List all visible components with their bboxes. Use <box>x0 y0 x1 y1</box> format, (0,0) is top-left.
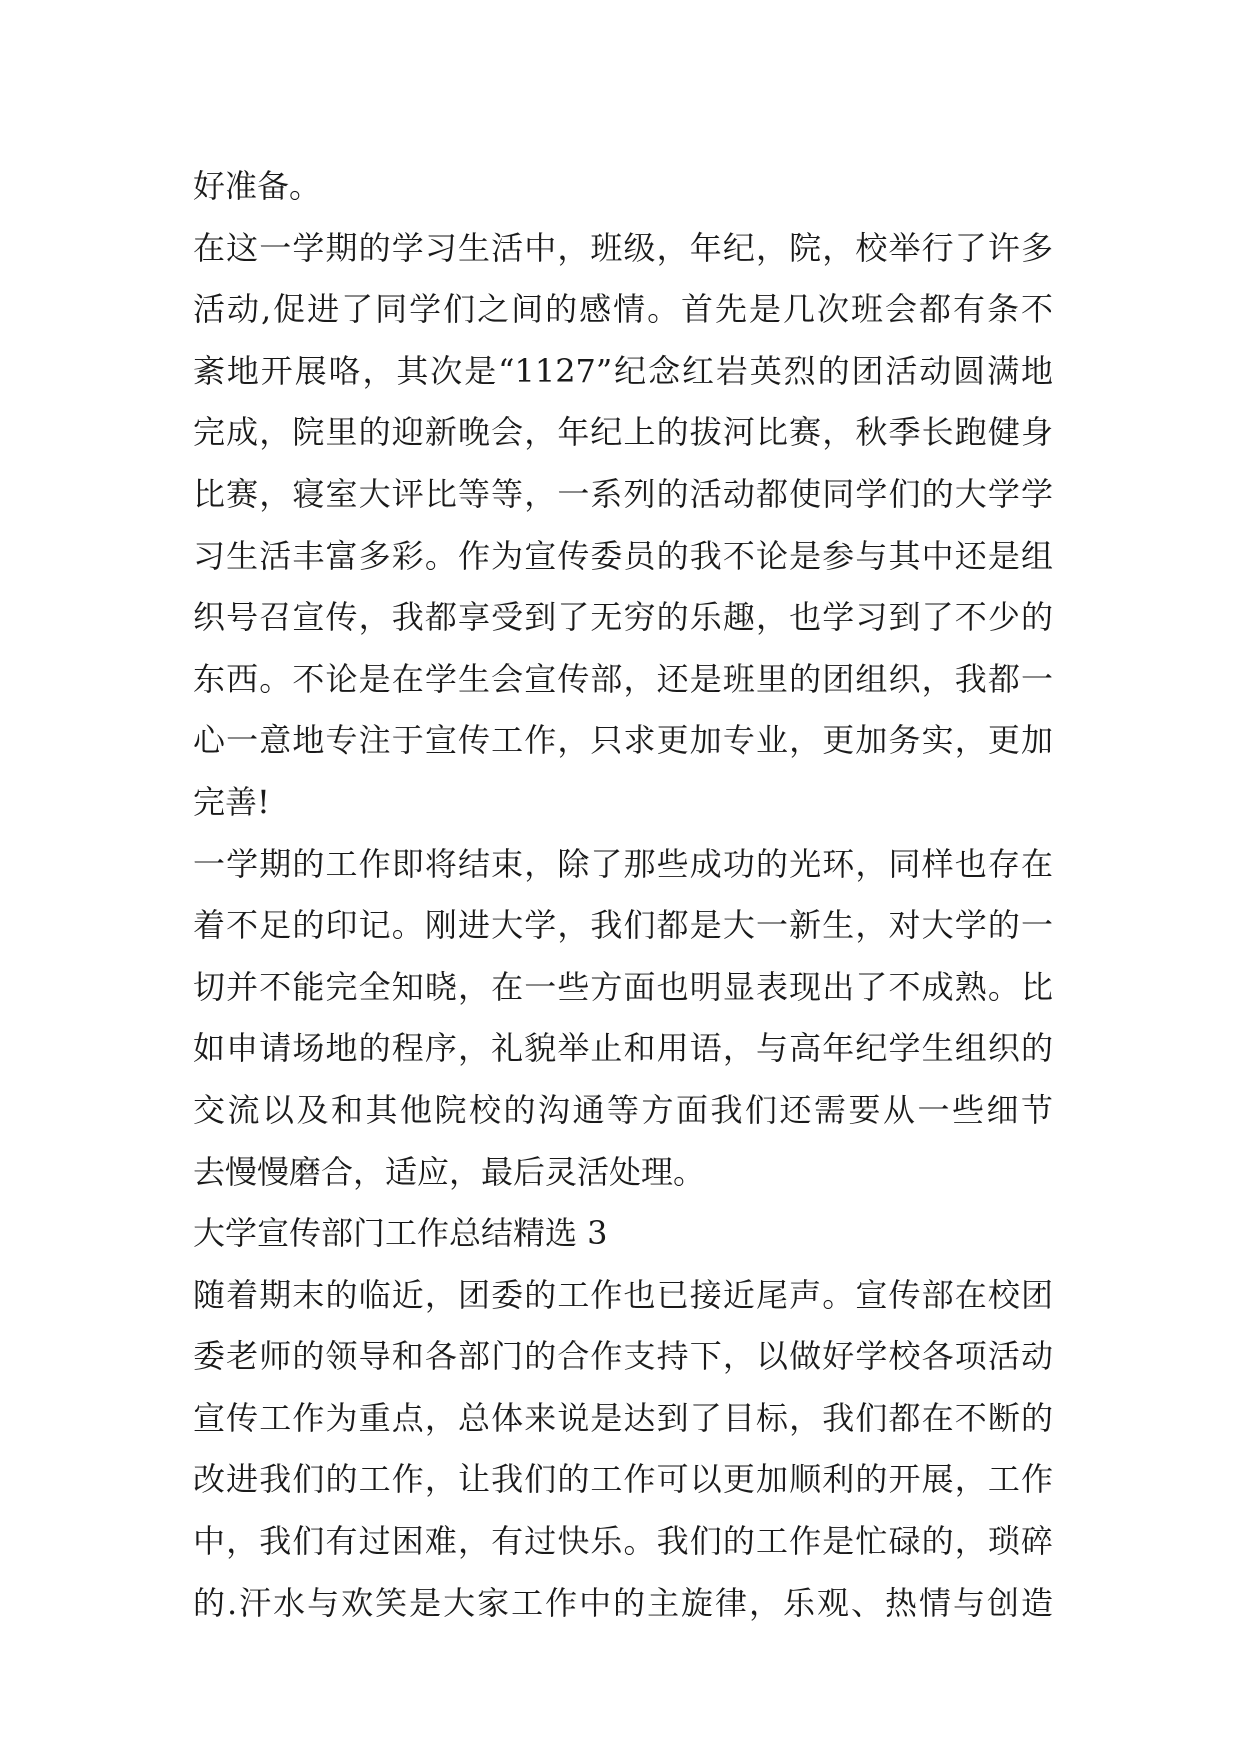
text-line: 好准备。 <box>193 167 322 205</box>
section-heading: 大学宣传部门工作总结精选 3 <box>193 1214 608 1253</box>
text-line: 紊地开展咯，其次是“1127”纪念红岩英烈的团活动圆满地 <box>193 351 1053 390</box>
text-line: 一学期的工作即将结束，除了那些成功的光环，同样也存在 <box>193 844 1053 883</box>
body-text <box>193 156 1053 1634</box>
text-line: 习生活丰富多彩。作为宣传委员的我不论是参与其中还是组 <box>193 536 1053 575</box>
text-line: 东西。不论是在学生会宣传部，还是班里的团组织，我都一 <box>193 659 1053 698</box>
text-line: 交流以及和其他院校的沟通等方面我们还需要从一些细节 <box>193 1090 1053 1129</box>
text-line: 着不足的印记。刚进大学，我们都是大一新生，对大学的一 <box>193 906 1053 945</box>
text-line: 活动,促进了同学们之间的感情。首先是几次班会都有条不 <box>193 290 1053 329</box>
text-line: 委老师的领导和各部门的合作支持下，以做好学校各项活动 <box>193 1337 1053 1376</box>
text-line: 随着期末的临近，团委的工作也已接近尾声。宣传部在校团 <box>193 1275 1053 1314</box>
text-line: 宣传工作为重点，总体来说是达到了目标，我们都在不断的 <box>193 1398 1053 1437</box>
text-line: 织号召宣传，我都享受到了无穷的乐趣，也学习到了不少的 <box>193 598 1053 637</box>
text-line: 中，我们有过困难，有过快乐。我们的工作是忙碌的，琐碎 <box>193 1522 1053 1561</box>
text-line: 如申请场地的程序，礼貌举止和用语，与高年纪学生组织的 <box>193 1029 1053 1068</box>
text-line: 的.汗水与欢笑是大家工作中的主旋律，乐观、热情与创造 <box>193 1583 1053 1622</box>
text-line: 完善! <box>193 782 270 821</box>
text-line: 完成，院里的迎新晚会，年纪上的拔河比赛，秋季长跑健身 <box>193 413 1053 452</box>
text-line: 切并不能完全知晓，在一些方面也明显表现出了不成熟。比 <box>193 967 1053 1006</box>
text-line: 改进我们的工作，让我们的工作可以更加顺利的开展，工作 <box>193 1460 1053 1499</box>
text-line: 去慢慢磨合，适应，最后灵活处理。 <box>193 1152 706 1191</box>
text-line: 心一意地专注于宣传工作，只求更加专业，更加务实，更加 <box>193 721 1053 760</box>
text-line: 比赛，寝室大评比等等，一系列的活动都使同学们的大学学 <box>193 474 1053 513</box>
text-line: 在这一学期的学习生活中，班级，年纪，院，校举行了许多 <box>193 228 1053 267</box>
